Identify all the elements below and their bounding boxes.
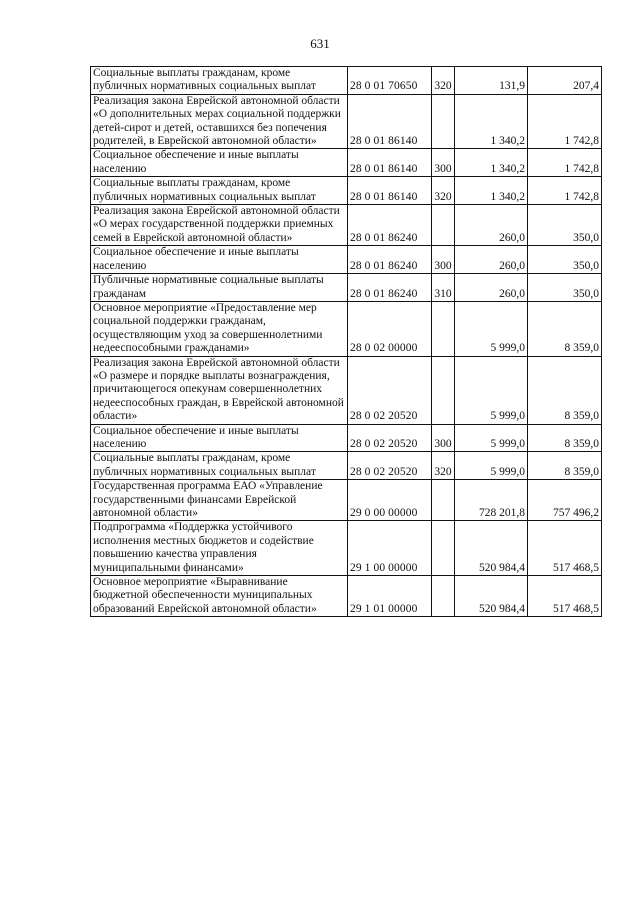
row-value-2019-cell: 5 999,0	[455, 452, 528, 480]
row-value-2020-cell: 1 742,8	[528, 177, 602, 205]
row-code-cell: 28 0 01 86240	[348, 205, 432, 246]
row-expense-type-cell	[432, 301, 455, 356]
row-value-2019-cell: 1 340,2	[455, 177, 528, 205]
table-row	[91, 480, 602, 521]
row-name-cell: Реализация закона Еврейской автономной области «О дополнительных мерах социальной поддержки детей-сирот и детей, оставшихся без попечения родителей, в Еврейской автономной области»	[91, 94, 348, 149]
row-code-cell: 28 0 02 20520	[348, 452, 432, 480]
row-value-2020-cell: 350,0	[528, 246, 602, 274]
row-value-2019-cell: 260,0	[455, 205, 528, 246]
table-row	[91, 576, 602, 617]
table-row	[91, 149, 602, 177]
row-expense-type-cell	[432, 205, 455, 246]
row-value-2019-cell: 520 984,4	[455, 521, 528, 576]
row-value-2019-cell: 520 984,4	[455, 576, 528, 617]
row-expense-type-cell	[432, 94, 455, 149]
row-value-2019-cell: 5 999,0	[455, 301, 528, 356]
row-name-cell: Социальные выплаты гражданам, кроме публичных нормативных социальных выплат	[91, 177, 348, 205]
row-name-cell: Основное мероприятие «Выравнивание бюджетной обеспеченности муниципальных образований Еврейской автономной области»	[91, 576, 348, 617]
row-value-2020-cell: 8 359,0	[528, 356, 602, 424]
row-expense-type-cell: 320	[432, 177, 455, 205]
row-value-2020-cell: 8 359,0	[528, 424, 602, 452]
row-value-2020-cell: 8 359,0	[528, 452, 602, 480]
row-value-2019-cell: 1 340,2	[455, 149, 528, 177]
row-expense-type-cell	[432, 356, 455, 424]
row-code-cell: 28 0 02 00000	[348, 301, 432, 356]
table-row	[91, 521, 602, 576]
row-code-cell: 28 0 01 86240	[348, 274, 432, 302]
row-value-2020-cell: 1 742,8	[528, 149, 602, 177]
row-value-2019-cell: 1 340,2	[455, 94, 528, 149]
row-name-cell: Публичные нормативные социальные выплаты гражданам	[91, 274, 348, 302]
row-name-cell: Реализация закона Еврейской автономной области «О мерах государственной поддержки приемных семей в Еврейской автономной области»	[91, 205, 348, 246]
row-value-2019-cell: 728 201,8	[455, 480, 528, 521]
table-row	[91, 452, 602, 480]
table-row	[91, 301, 602, 356]
row-value-2020-cell: 207,4	[528, 67, 602, 95]
row-value-2020-cell: 757 496,2	[528, 480, 602, 521]
table-row	[91, 246, 602, 274]
row-name-cell: Социальные выплаты гражданам, кроме публичных нормативных социальных выплат	[91, 452, 348, 480]
row-name-cell: Подпрограмма «Поддержка устойчивого исполнения местных бюджетов и содействие повышению качества управления муниципальными финансами»	[91, 521, 348, 576]
table-row	[91, 94, 602, 149]
row-value-2020-cell: 350,0	[528, 205, 602, 246]
row-code-cell: 28 0 01 86240	[348, 246, 432, 274]
row-code-cell: 29 0 00 00000	[348, 480, 432, 521]
row-code-cell: 28 0 01 86140	[348, 177, 432, 205]
row-value-2019-cell: 5 999,0	[455, 424, 528, 452]
row-expense-type-cell	[432, 576, 455, 617]
row-value-2019-cell: 260,0	[455, 274, 528, 302]
row-name-cell: Основное мероприятие «Предоставление мер социальной поддержки гражданам, осуществляющим уход за совершеннолетними недееспособными гражданами»	[91, 301, 348, 356]
page-number: 631	[310, 36, 330, 51]
row-name-cell: Социальные выплаты гражданам, кроме публичных нормативных социальных выплат	[91, 67, 348, 95]
row-expense-type-cell: 300	[432, 149, 455, 177]
row-code-cell: 28 0 01 70650	[348, 67, 432, 95]
row-value-2020-cell: 1 742,8	[528, 94, 602, 149]
row-value-2019-cell: 131,9	[455, 67, 528, 95]
row-expense-type-cell	[432, 480, 455, 521]
row-name-cell: Социальное обеспечение и иные выплаты населению	[91, 424, 348, 452]
row-name-cell: Реализация закона Еврейской автономной области «О размере и порядке выплаты вознаграждения, причитающегося опекунам совершеннолетних недееспособных граждан, в Еврейской автономной области»	[91, 356, 348, 424]
row-code-cell: 28 0 01 86140	[348, 94, 432, 149]
row-code-cell: 29 1 01 00000	[348, 576, 432, 617]
row-expense-type-cell	[432, 521, 455, 576]
table-row	[91, 274, 602, 302]
row-expense-type-cell: 320	[432, 452, 455, 480]
row-value-2020-cell: 350,0	[528, 274, 602, 302]
row-expense-type-cell: 320	[432, 67, 455, 95]
table-row	[91, 356, 602, 424]
table-row	[91, 177, 602, 205]
row-name-cell: Социальное обеспечение и иные выплаты населению	[91, 149, 348, 177]
table-row	[91, 67, 602, 95]
row-name-cell: Государственная программа ЕАО «Управление государственными финансами Еврейской автономной области»	[91, 480, 348, 521]
row-code-cell: 28 0 01 86140	[348, 149, 432, 177]
row-value-2019-cell: 260,0	[455, 246, 528, 274]
row-value-2019-cell: 5 999,0	[455, 356, 528, 424]
row-expense-type-cell: 310	[432, 274, 455, 302]
table-row	[91, 205, 602, 246]
row-value-2020-cell: 8 359,0	[528, 301, 602, 356]
row-code-cell: 29 1 00 00000	[348, 521, 432, 576]
row-expense-type-cell: 300	[432, 246, 455, 274]
table-row	[91, 424, 602, 452]
row-value-2020-cell: 517 468,5	[528, 576, 602, 617]
budget-table	[90, 66, 602, 617]
budget-table-body	[91, 67, 602, 617]
row-code-cell: 28 0 02 20520	[348, 356, 432, 424]
row-value-2020-cell: 517 468,5	[528, 521, 602, 576]
row-code-cell: 28 0 02 20520	[348, 424, 432, 452]
row-expense-type-cell: 300	[432, 424, 455, 452]
row-name-cell: Социальное обеспечение и иные выплаты населению	[91, 246, 348, 274]
